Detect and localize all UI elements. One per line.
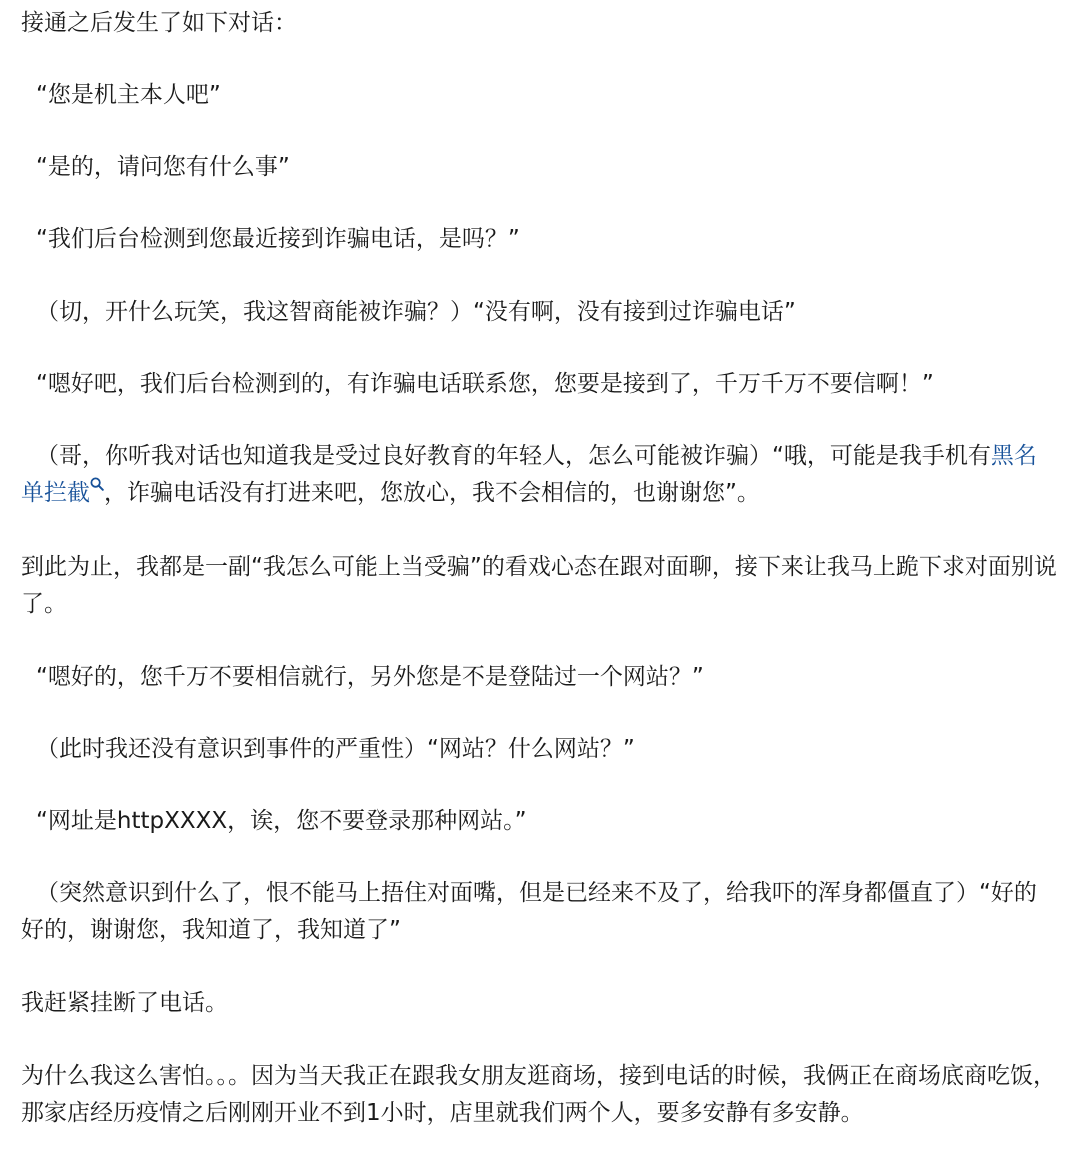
paragraph: “您是机主本人吧” — [36, 82, 221, 108]
paragraph: （此时我还没有意识到事件的严重性）“网站？什么网站？” — [36, 736, 635, 762]
paragraph: 接通之后发生了如下对话： — [21, 10, 297, 36]
paragraph: “网址是httpXXXX，诶，您不要登录那种网站。” — [36, 808, 527, 834]
link-label: 黑名单拦截 — [21, 443, 1037, 506]
paragraph: “嗯好的，您千万不要相信就行，另外您是不是登陆过一个网站？” — [36, 664, 704, 690]
search-icon — [90, 477, 104, 491]
paragraph: 我赶紧挂断了电话。 — [21, 990, 228, 1016]
paragraph-text: ，诈骗电话没有打进来吧，您放心，我不会相信的，也谢谢您”。 — [104, 480, 760, 506]
paragraph: 为什么我这么害怕。。。因为当天我正在跟我女朋友逛商场，接到电话的时候，我俩正在商场底商吃饭，那家店经历疫情之后刚刚开业不到1小时，店里就我们两个人，要多安静有多安静。 — [21, 1063, 1056, 1126]
paragraph: “是的，请问您有什么事” — [36, 154, 290, 180]
paragraph: “我们后台检测到您最近接到诈骗电话，是吗？” — [36, 226, 520, 252]
paragraph: 到此为止，我都是一副“我怎么可能上当受骗”的看戏心态在跟对面聊，接下来让我马上跪下求对面别说了。 — [21, 554, 1057, 617]
paragraph: （突然意识到什么了，恨不能马上捂住对面嘴，但是已经来不及了，给我吓的浑身都僵直了）“好的好的，谢谢您，我知道了，我知道了” — [21, 880, 1037, 943]
paragraph: “嗯好吧，我们后台检测到的，有诈骗电话联系您，您要是接到了，千万千万不要信啊！” — [36, 371, 934, 397]
paragraph-with-link — [21, 438, 1058, 512]
paragraph: （切，开什么玩笑，我这智商能被诈骗？）“没有啊，没有接到过诈骗电话” — [36, 299, 796, 325]
paragraph-text: （哥，你听我对话也知道我是受过良好教育的年轻人，怎么可能被诈骗）“哦，可能是我手机有 — [36, 443, 991, 469]
